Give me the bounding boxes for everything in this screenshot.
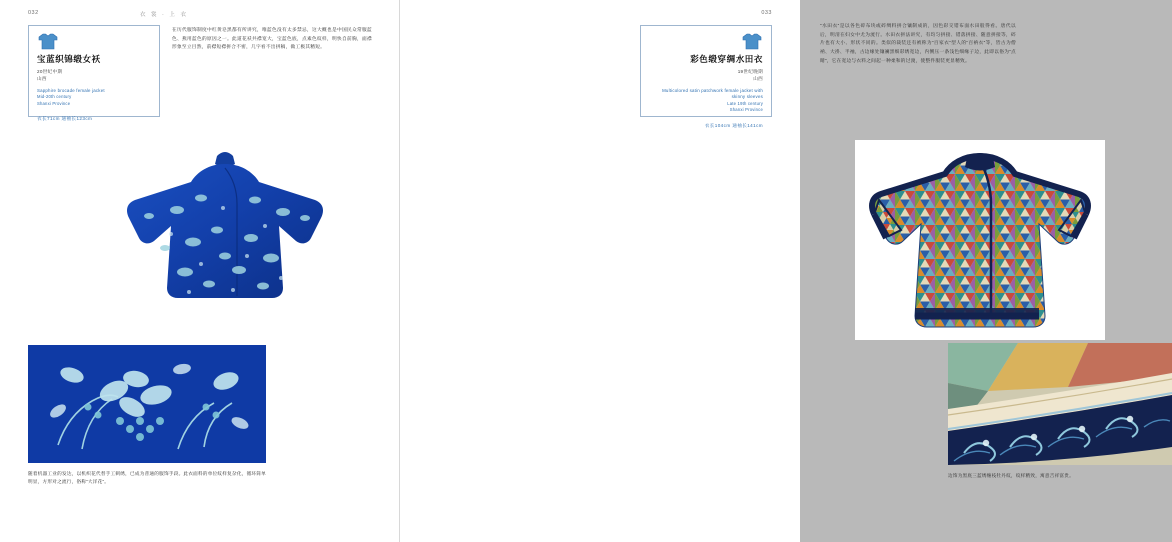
artifact-title-cn: 宝蓝织锦缎女袄 (37, 54, 101, 64)
left-page (0, 0, 400, 542)
folio-right: 033 (761, 10, 772, 16)
artifact-place-en: Shanxi Province (729, 107, 763, 113)
artifact-place-en: Shanxi Province (37, 100, 71, 106)
jacket-icon (741, 33, 763, 50)
artifact-place-cn: 山西 (753, 75, 763, 81)
photo-caption-right: 边饰为黑底三蓝绣缠枝牡丹纹，纹样精致，寓意吉祥富贵。 (948, 473, 1074, 478)
artifact-date-cn: 19世纪晚期 (737, 68, 763, 74)
photo-fabric-detail-left (28, 345, 266, 463)
photo-sapphire-jacket (105, 138, 345, 328)
body-text-left: 在历代服饰制度中红黄皂黑都有所讲究，唯蓝色没有太多禁忌，这大概也是中国民众常服蓝色、燕用蓝色的原因之一。此道花袄共襟宽大，宝蓝色底，点素色纹样，明快自前胸，面襟形象至立目然，前襟短襟拼合不密，几字看不出拼稿，做工极其精短。 (172, 27, 372, 50)
jacket-icon (37, 33, 59, 50)
artifact-title-en: Multicolored satin patchwork female jacket with skinny sleeves (662, 87, 763, 100)
folio-left: 032 (28, 10, 39, 16)
artifact-dimensions-right: 衣长104cm 通袖长141cm (704, 122, 763, 128)
artifact-title-en: Sapphire brocade female jacket (37, 87, 105, 93)
artifact-date-en: Mid-20th century (37, 94, 72, 100)
artifact-date-en: Late 19th century (727, 101, 763, 107)
photo-border-detail-right (948, 343, 1172, 465)
photo-caption-left: 随着机器工业的发达，以机织花代替手工刺绣，已成为普通的服饰手段。此衣面料的单位纹样复杂化，循环简单明显，方形对之流行，俗称“大洋花”。 (28, 471, 266, 485)
photo-patchwork-robe (855, 140, 1105, 340)
artifact-dimensions-left: 衣长71cm 通袖长123cm (37, 116, 93, 122)
artifact-date-cn: 20世纪中期 (37, 68, 63, 74)
artifact-title-cn: 彩色缎穿绸水田衣 (690, 54, 763, 64)
artifact-place-cn: 山西 (37, 75, 47, 81)
body-text-right: “水田衣”是以各色碎布块或碎绸料拼合镶制成的，因色彩交错布面水田般得看。唐代以后，明清在妇女中尤为流行。水田衣拼法讲究，有均匀拼接、错落拼接、随意拼接等，碎片也有大小、形状不同的。类似的裁装还有被称为“百家衣”型人的“百衲衣”等，皆古为僧衲、大褂、半袖，古边缘处镶襕黑细彩绣宽边，内侧压一条浅色细缘子边，此即以俗为“点睛”，它在宽边与衣料之间起一种柔和的过渡，使整件服装更显精致。 (820, 23, 1016, 63)
running-head-left: 衣 裳 · 上 衣 (140, 12, 188, 18)
info-card-left (28, 25, 160, 122)
right-page (400, 0, 1074, 542)
info-card-right (640, 25, 772, 128)
